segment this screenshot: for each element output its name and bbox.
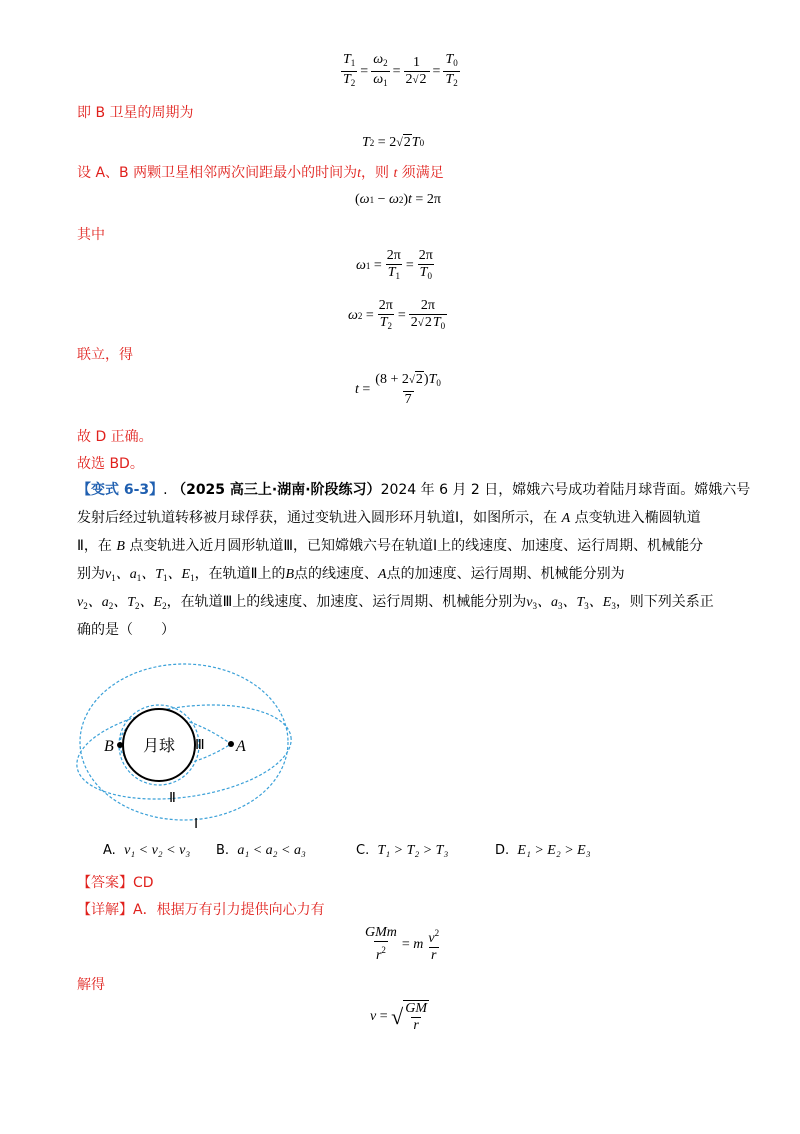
ratio-numerator: 1 bbox=[413, 55, 421, 70]
point-a-ref-2: A bbox=[378, 567, 387, 582]
problem-tag: 【变式 6-3】 bbox=[77, 482, 164, 498]
orbit-diagram bbox=[74, 660, 294, 840]
set-time-t2: t bbox=[393, 166, 398, 181]
problem-line3-text: 点变轨进入近月圆形轨道Ⅲ，已知嫦娥六号在轨道Ⅰ上的线速度、加速度、运行周期、机械能分 bbox=[129, 538, 704, 554]
choice-a-letter: A. bbox=[103, 843, 116, 858]
point-a-ref: A bbox=[561, 511, 571, 526]
problem-line3-start: Ⅱ，在 bbox=[77, 538, 112, 554]
equation-time-result: t = $\frac{(8 + 2√2)T_0}{7}$ bbox=[355, 372, 441, 407]
label-orbit-3: Ⅲ bbox=[195, 738, 205, 753]
problem-line-5: $v_2$、$a_2$、$T_2$、$E_2$，在轨道Ⅲ上的线速度、加速度、运行周期、机械能分别为$v_3$、$a_3$、$T_3$、$E_3$，则下列关系正 bbox=[77, 594, 714, 611]
detail-label: 【详解】 bbox=[77, 902, 133, 918]
answer-value: CD bbox=[133, 875, 154, 891]
text-d-correct: 故 D 正确。 bbox=[77, 429, 153, 445]
point-b-ref-2: B bbox=[285, 567, 295, 582]
eq-two-pi: 2π bbox=[426, 192, 441, 207]
label-orbit-2: Ⅱ bbox=[169, 791, 176, 806]
formula-v: v bbox=[370, 1009, 377, 1024]
answer-line bbox=[77, 873, 154, 893]
equation-gravity: $\frac{\text{GMm}}{r^2}$ = m $\frac{v^2}{r}$ bbox=[365, 925, 440, 963]
problem-line5-mid: ，在轨道Ⅲ上的线速度、加速度、运行周期、机械能分别为 bbox=[166, 594, 527, 610]
choice-b-expr: a₁ < a₂ < a₃ bbox=[237, 843, 306, 858]
equation-velocity: v = √ $\frac{GM}{r}$ bbox=[370, 1001, 427, 1033]
point-b-dot bbox=[117, 742, 123, 748]
label-b: B bbox=[104, 738, 114, 755]
formula-gm: GM bbox=[405, 1001, 427, 1016]
problem-line4-c: 点的线速度、 bbox=[294, 566, 379, 582]
set-time-part1: 设 A、B 两颗卫星相邻两次间距最小的时间为 bbox=[77, 165, 358, 181]
problem-line2-text: 发射后经过轨道转移被月球俘获，通过变轨进入圆形环月轨道Ⅰ，如图所示，在 bbox=[77, 510, 558, 526]
equation-period-ratio: $\frac{T_1}{T_2}$ = $\frac{\omega_2}{\omega_1}$ = $\frac{1}{2√2}$ = $\frac{T_0}{T_2}$ bbox=[338, 52, 463, 91]
label-orbit-1: Ⅰ bbox=[194, 817, 199, 832]
detail-text: A．根据万有引力提供向心力有 bbox=[133, 902, 325, 918]
choice-d[interactable] bbox=[495, 843, 591, 859]
problem-line4-mid: ，在轨道Ⅱ上的 bbox=[194, 566, 286, 582]
text-choose: 故选 BD。 bbox=[77, 456, 144, 472]
choice-b-letter: B. bbox=[216, 843, 230, 858]
equation-omega1: ω 1 = $\frac{2\pi}{T_1}$ = $\frac{2\pi}{T_0}$ bbox=[356, 248, 438, 284]
formula-gmm: GMm bbox=[365, 925, 397, 940]
choice-c[interactable] bbox=[356, 843, 448, 859]
problem-dot: . bbox=[163, 482, 168, 498]
choice-d-expr: E₁ > E₂ > E₃ bbox=[517, 843, 591, 858]
text-where: 其中 bbox=[77, 227, 105, 243]
choice-b[interactable] bbox=[216, 843, 306, 859]
set-time-part3: 须满足 bbox=[401, 165, 444, 181]
choice-a[interactable] bbox=[103, 843, 190, 859]
choice-d-letter: D. bbox=[495, 843, 510, 858]
label-a: A bbox=[236, 738, 246, 755]
formula-m: m bbox=[413, 936, 424, 952]
point-b-ref: B bbox=[116, 539, 125, 554]
point-a-dot bbox=[228, 741, 234, 747]
problem-line-4: 别为$v_1$、$a_1$、$T_1$、$E_1$，在轨道Ⅱ上的B点的线速度、A点的加速度、运行周期、机械能分别为 bbox=[77, 566, 625, 583]
problem-line4-start: 别为 bbox=[77, 566, 105, 582]
problem-line4-end: 点的加速度、运行周期、机械能分别为 bbox=[386, 566, 625, 582]
choice-c-expr: T₁ > T₂ > T₃ bbox=[377, 843, 449, 858]
choice-a-expr: v₁ < v₂ < v₃ bbox=[124, 843, 191, 858]
eq-eight-plus: 8 + 2 bbox=[379, 372, 409, 387]
text-b-period: 即 B 卫星的周期为 bbox=[77, 105, 194, 121]
equation-relative-omega: ( ω 1 − ω 2 ) t = 2π bbox=[355, 192, 441, 207]
answer-label: 【答案】 bbox=[77, 875, 133, 891]
text-set-time bbox=[77, 163, 444, 184]
text-combine: 联立，得 bbox=[77, 347, 133, 363]
problem-line1-text: 2024 年 6 月 2 日，嫦娥六号成功着陆月球背面。嫦娥六号 bbox=[380, 482, 751, 498]
problem-line-1 bbox=[77, 480, 750, 500]
detail-line bbox=[77, 900, 325, 920]
equation-t2: T 2 = 2 √ 2 T 0 bbox=[362, 134, 425, 150]
eq-t: t bbox=[408, 192, 412, 207]
problem-line2-end: 点变轨进入椭圆轨道 bbox=[574, 510, 701, 526]
problem-line-3 bbox=[77, 536, 703, 557]
text-solve: 解得 bbox=[77, 977, 105, 993]
set-time-t: t bbox=[357, 166, 361, 181]
set-time-part2: ，则 bbox=[360, 165, 389, 181]
problem-line5-end: ，则下列关系正 bbox=[615, 594, 714, 610]
eq-seven: 7 bbox=[404, 392, 412, 407]
equation-omega2: ω 2 = $\frac{2\pi}{T_2}$ = $\frac{2\pi}{2√2T_0}$ bbox=[348, 298, 450, 334]
problem-line-6: 确的是（ ） bbox=[77, 622, 175, 638]
moon-label: 月球 bbox=[142, 736, 176, 755]
formula-r: r bbox=[431, 948, 437, 963]
problem-line-2 bbox=[77, 508, 701, 529]
problem-source: （2025 高三上·湖南·阶段练习） bbox=[172, 482, 381, 498]
choice-c-letter: C. bbox=[356, 843, 370, 858]
